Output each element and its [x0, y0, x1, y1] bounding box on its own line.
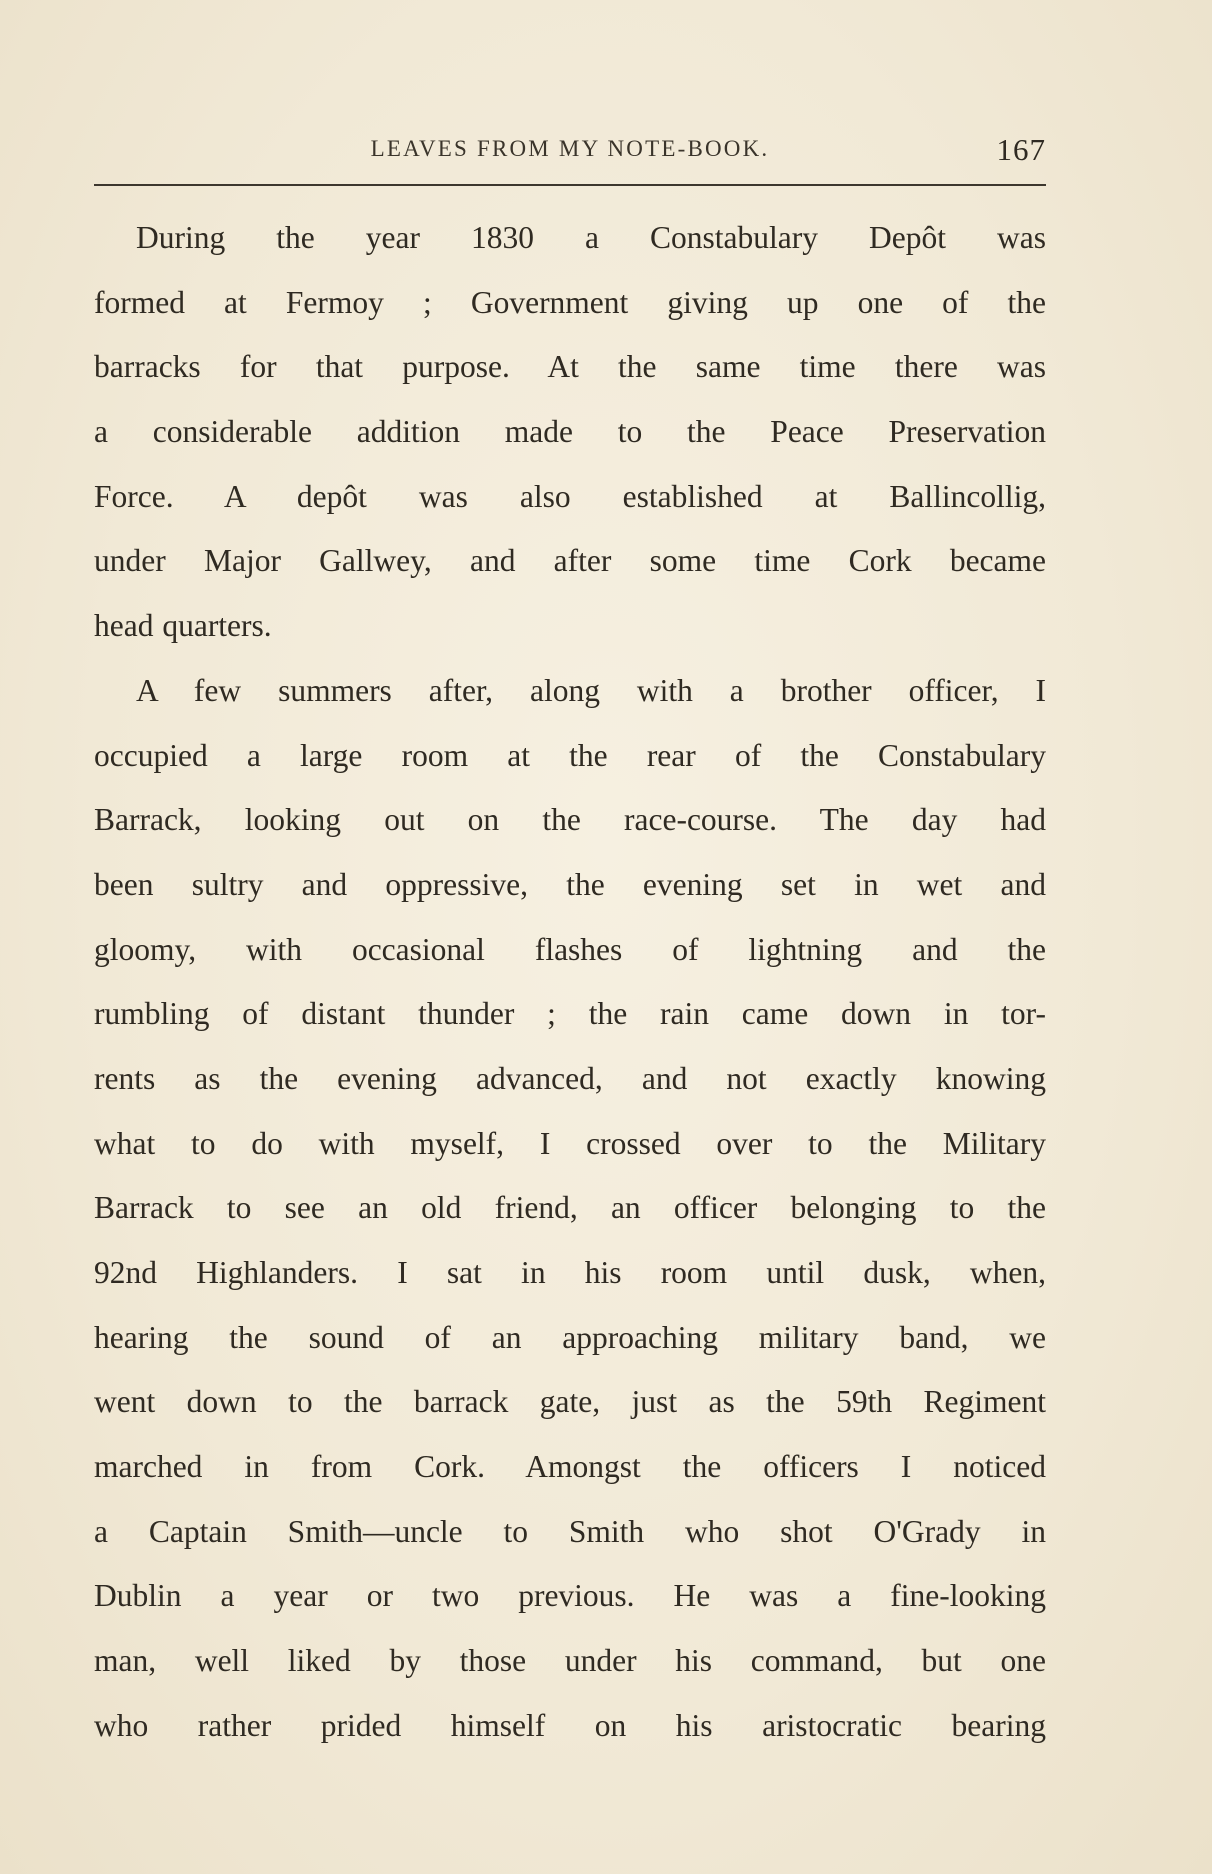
text-line: rumbling of distant thunder ; the rain came down in tor- — [94, 996, 1046, 1032]
text-line: gloomy, with occasional flashes of lightning and the — [94, 931, 1046, 967]
text-line: marched in from Cork. Amongst the officers I noticed — [94, 1449, 1046, 1485]
text-line: 92nd Highlanders. I sat in his room until dusk, when, — [94, 1255, 1046, 1290]
text-line: Barrack, looking out on the race-course. The day had — [94, 802, 1046, 838]
text-line: rents as the evening advanced, and not exactly knowing — [94, 1060, 1046, 1096]
text-line: Barrack to see an old friend, an officer belonging to the — [94, 1190, 1046, 1226]
text-line: Force. A depôt was also established at Ballincollig, — [94, 478, 1046, 514]
text-line: During the year 1830 a Constabulary Depôt was — [136, 220, 1046, 255]
text-line: occupied a large room at the rear of the Constabulary — [94, 737, 1046, 773]
text-line: A few summers after, along with a brother officer, I — [136, 672, 1046, 708]
text-line: Dublin a year or two previous. He was a fine-looking — [94, 1578, 1046, 1614]
text-line: formed at Fermoy ; Government giving up one of the — [94, 284, 1046, 320]
running-title: LEAVES FROM MY NOTE-BOOK. — [370, 136, 770, 161]
text-line: what to do with myself, I crossed over to the Military — [94, 1125, 1046, 1161]
text-line: been sultry and oppressive, the evening set in wet and — [94, 866, 1046, 902]
text-line: barracks for that purpose. At the same time there was — [94, 349, 1046, 385]
text-line: went down to the barrack gate, just as the 59th Regiment — [94, 1384, 1046, 1420]
text-line: a considerable addition made to the Peace Preservation — [94, 414, 1046, 450]
text-line: hearing the sound of an approaching military band, we — [94, 1319, 1046, 1355]
text-line: under Major Gallwey, and after some time Cork became — [94, 543, 1046, 579]
text-line: man, well liked by those under his command, but one — [94, 1643, 1046, 1679]
page-number: 167 — [996, 132, 1046, 167]
running-head — [94, 128, 1046, 172]
text-line: who rather prided himself on his aristocratic bearing — [94, 1707, 1046, 1743]
body-text — [94, 206, 1046, 1759]
text-line: head quarters. — [94, 608, 272, 644]
header-rule — [94, 184, 1046, 186]
text-line: a Captain Smith—uncle to Smith who shot O'Grady in — [94, 1513, 1046, 1549]
